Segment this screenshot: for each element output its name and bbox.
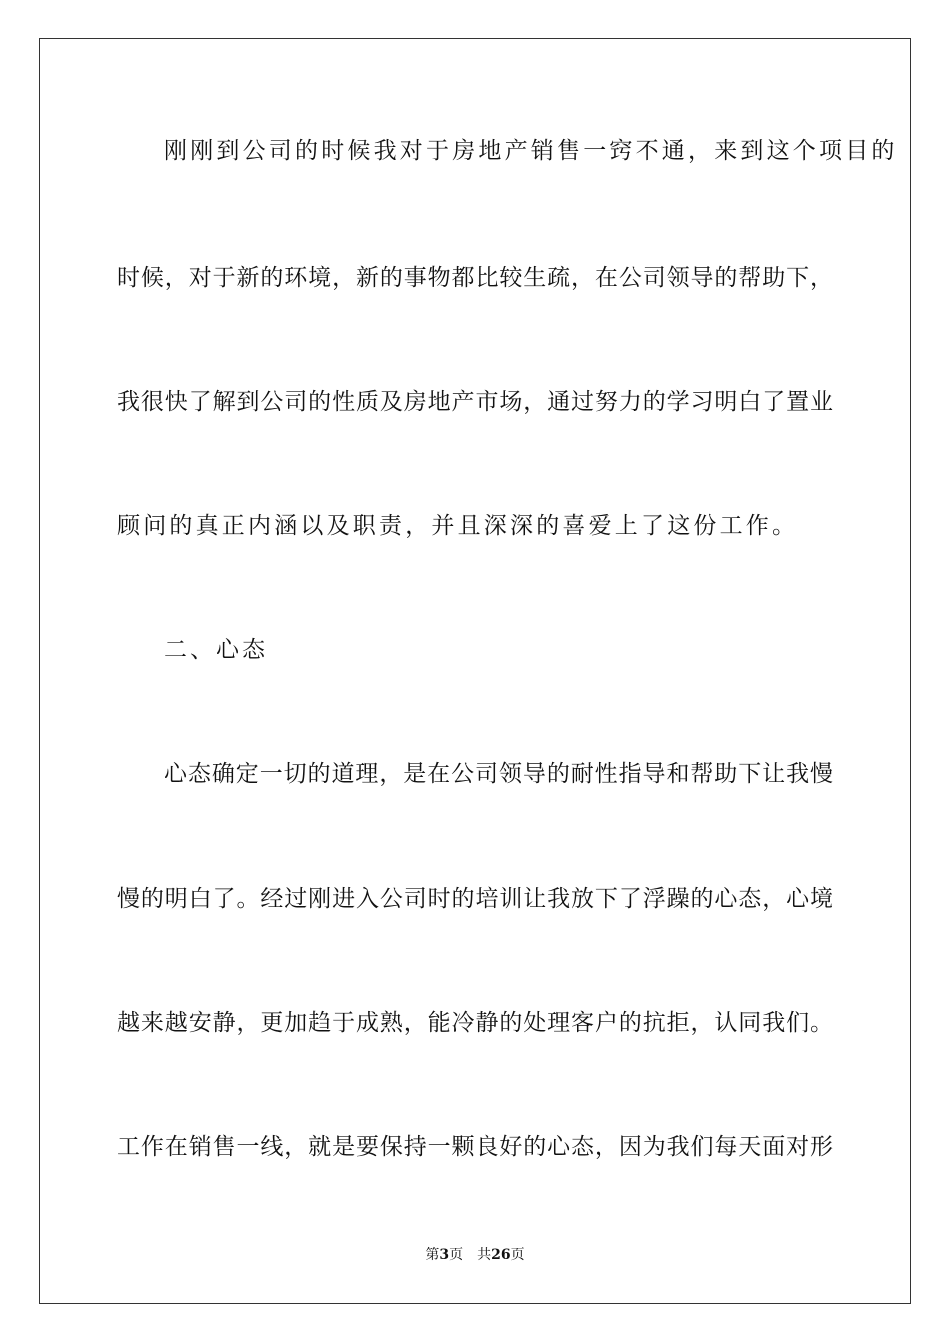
paragraph-line: 刚刚到公司的时候我对于房地产销售一窍不通，来到这个项目的	[164, 138, 898, 164]
paragraph-line: 顾问的真正内涵以及职责，并且深深的喜爱上了这份工作。	[117, 513, 799, 539]
section-heading: 二、心态	[164, 637, 268, 663]
paragraph-line: 我很快了解到公司的性质及房地产市场，通过努力的学习明白了置业	[117, 389, 833, 415]
page-number-current: 3	[439, 1247, 450, 1263]
page-total: 26	[491, 1247, 511, 1263]
paragraph-line: 心态确定一切的道理，是在公司领导的耐性指导和帮助下让我慢	[164, 761, 833, 787]
page-number-suffix: 页	[449, 1247, 464, 1263]
page-total-suffix: 页	[510, 1247, 525, 1263]
page-total-prefix: 共	[477, 1247, 492, 1263]
paragraph-line: 时候，对于新的环境，新的事物都比较生疏，在公司领导的帮助下，	[117, 265, 833, 291]
page-footer	[0, 1245, 950, 1265]
paragraph-line: 工作在销售一线，就是要保持一颗良好的心态，因为我们每天面对形	[117, 1134, 833, 1160]
page-border	[39, 38, 911, 1304]
paragraph-line: 慢的明白了。经过刚进入公司时的培训让我放下了浮躁的心态，心境	[117, 886, 833, 912]
paragraph-line: 越来越安静，更加趋于成熟，能冷静的处理客户的抗拒，认同我们。	[117, 1010, 833, 1036]
page-number-prefix: 第	[425, 1247, 440, 1263]
